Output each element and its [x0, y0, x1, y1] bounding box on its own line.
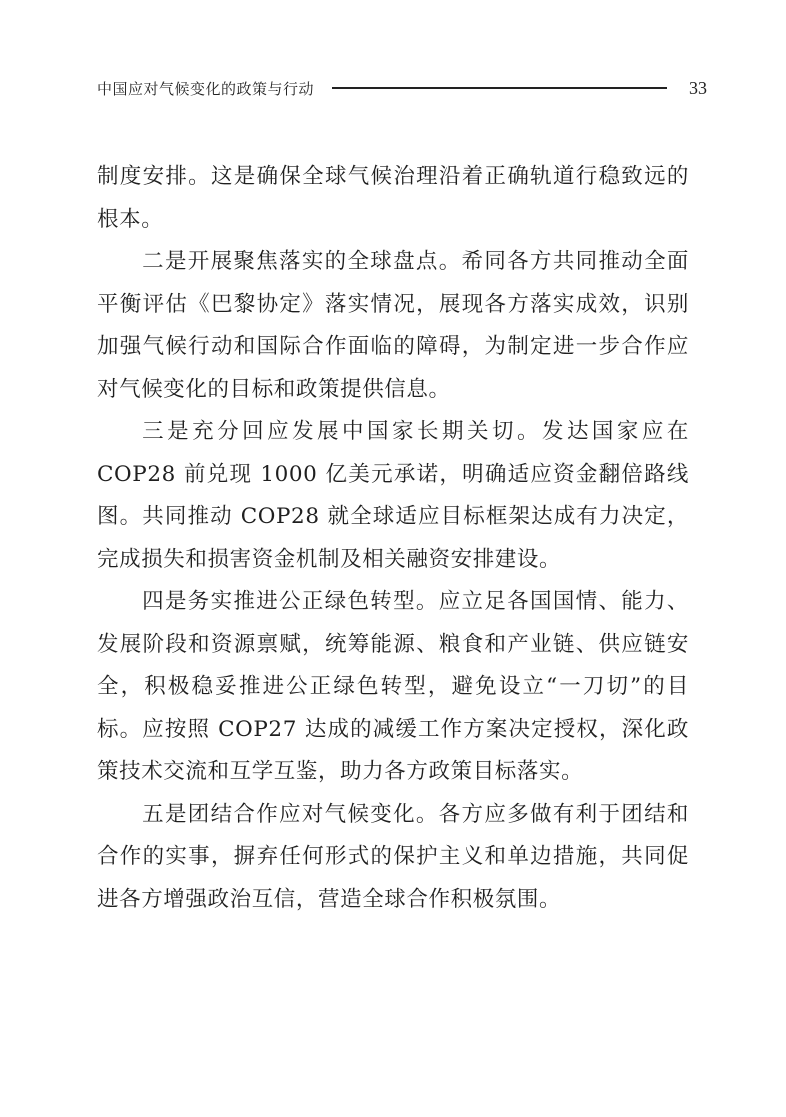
body-text [97, 156, 689, 921]
paragraph-green-transition: 四是务实推进公正绿色转型。应立足各国国情、能力、发展阶段和资源禀赋，统筹能源、粮食和产业链、供应链安全，积极稳妥推进公正绿色转型，避免设立“一刀切”的目标。应按照 COP27 达成的减缓工作方案决定授权，深化政策技术交流和互学互鉴，助力各方政策目标落实。 [97, 589, 689, 784]
header-rule [332, 87, 667, 89]
running-title: 中国应对气候变化的政策与行动 [97, 79, 315, 98]
running-header [97, 72, 707, 104]
page-number: 33 [689, 77, 707, 98]
paragraph-continuation: 制度安排。这是确保全球气候治理沿着正确轨道行稳致远的根本。 [97, 164, 689, 232]
paragraph-global-stocktake: 二是开展聚焦落实的全球盘点。希同各方共同推动全面平衡评估《巴黎协定》落实情况，展现各方落实成效，识别加强气候行动和国际合作面临的障碍，为制定进一步合作应对气候变化的目标和政策提供信息。 [97, 249, 689, 402]
paragraph-solidarity-cooperation: 五是团结合作应对气候变化。各方应多做有利于团结和合作的实事，摒弃任何形式的保护主义和单边措施，共同促进各方增强政治互信，营造全球合作积极氛围。 [97, 801, 689, 912]
paragraph-developing-countries-concerns: 三是充分回应发展中国家长期关切。发达国家应在 COP28 前兑现 1000 亿美元承诺，明确适应资金翻倍路线图。共同推动 COP28 就全球适应目标框架达成有力决定，完成损失和损害资金机制及相关融资安排建设。 [97, 419, 689, 572]
